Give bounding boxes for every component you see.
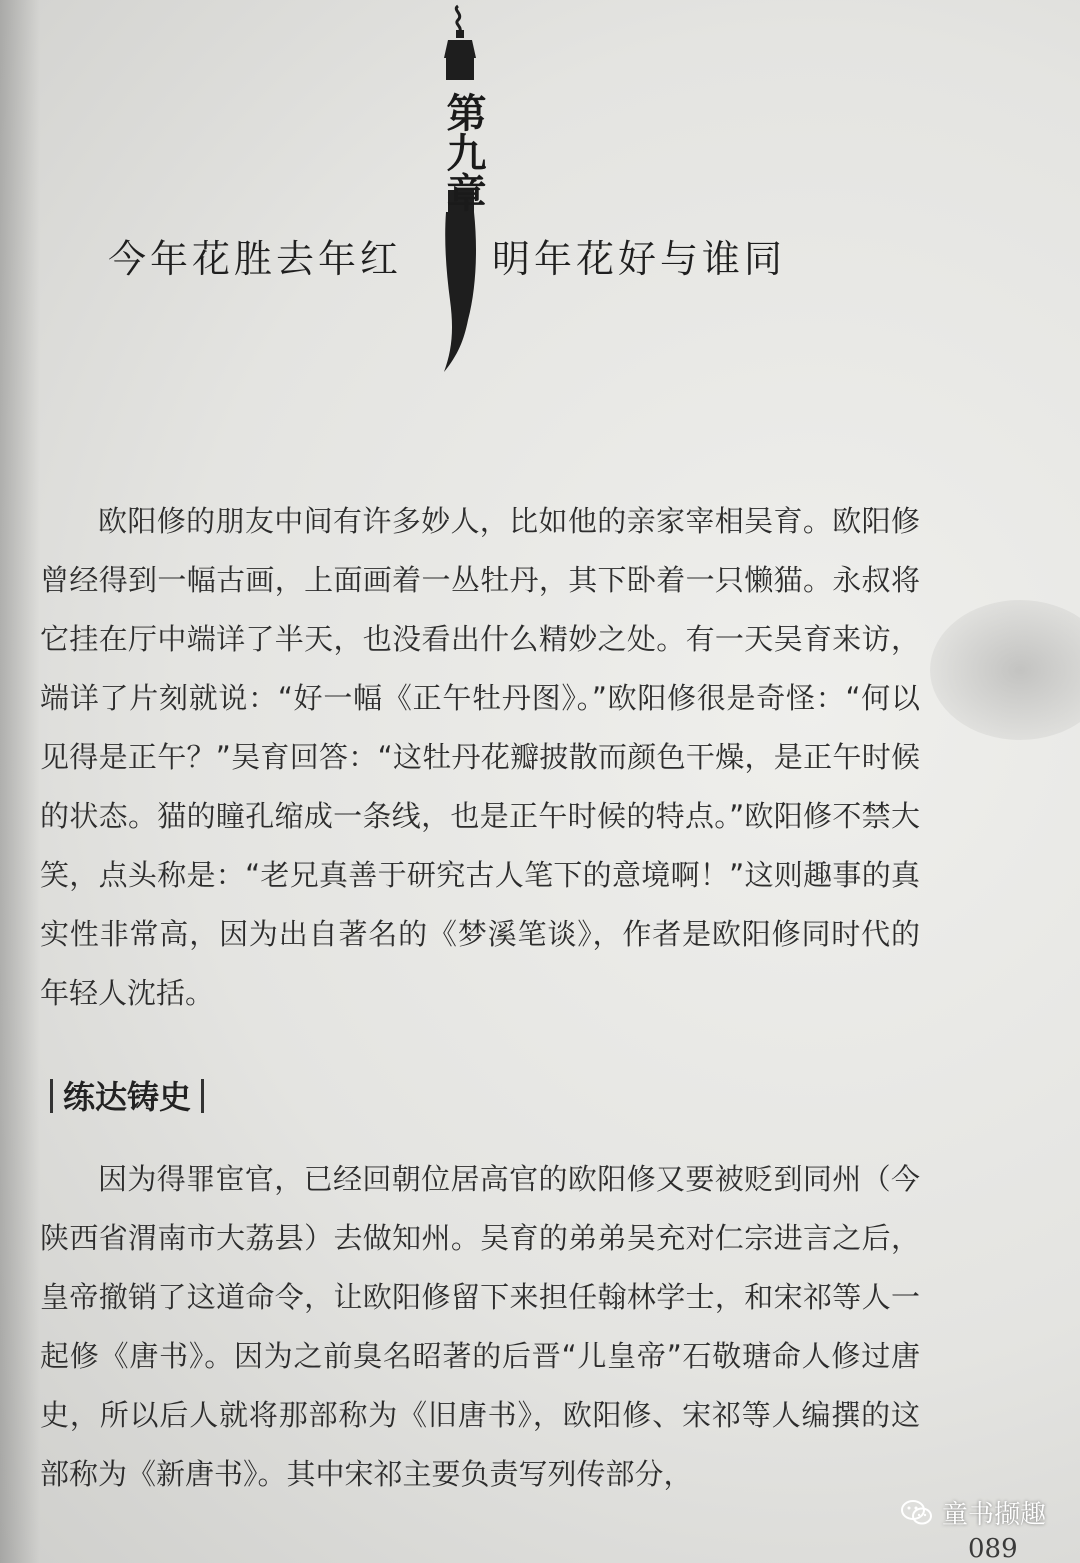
page-edge-shadow	[0, 0, 40, 1563]
paragraph: 欧阳修的朋友中间有许多妙人，比如他的亲家宰相吴育。欧阳修曾经得到一幅古画，上面画着一丛牡丹，其下卧着一只懒猫。永叔将它挂在厅中端详了半天，也没看出什么精妙之处。有一天吴育来访，端详了片刻就说：“好一幅《正午牡丹图》。”欧阳修很是奇怪：“何以见得是正午？”吴育回答：“这牡丹花瓣披散而颜色干燥，是正午时候的状态。猫的瞳孔缩成一条线，也是正午时候的特点。”欧阳修不禁大笑，点头称是：“老兄真善于研究古人笔下的意境啊！”这则趣事的真实性非常高，因为出自著名的《梦溪笔谈》，作者是欧阳修同时代的年轻人沈括。	[40, 504, 920, 1010]
heading-bar-right	[201, 1079, 204, 1113]
watermark	[900, 1494, 1046, 1531]
section-heading	[40, 1072, 214, 1118]
section-heading-text: 练达铸史	[63, 1078, 192, 1116]
wechat-icon	[900, 1499, 934, 1527]
body-text-block	[40, 492, 920, 1023]
chapter-title-left: 今年花胜去年红	[108, 237, 403, 281]
chapter-title-right: 明年花好与谁同	[492, 237, 787, 281]
heading-bar-left	[50, 1079, 53, 1113]
paragraph: 因为得罪宦官，已经回朝位居高官的欧阳修又要被贬到同州（今陕西省渭南市大荔县）去做知州。吴育的弟弟吴充对仁宗进言之后，皇帝撤销了这道命令，让欧阳修留下来担任翰林学士，和宋祁等人一起修《唐书》。因为之前臭名昭著的后晋“儿皇帝”石敬瑭命人修过唐史，所以后人就将那部称为《旧唐书》，欧阳修、宋祁等人编撰的这部称为《新唐书》。其中宋祁主要负责写列传部分，	[40, 1162, 920, 1491]
chapter-number: 第九章	[440, 92, 487, 212]
page-number: 089	[968, 1534, 1018, 1563]
watermark-text: 童书撷趣	[942, 1500, 1047, 1530]
body-text-block	[40, 1150, 920, 1504]
page-smudge	[930, 600, 1080, 740]
